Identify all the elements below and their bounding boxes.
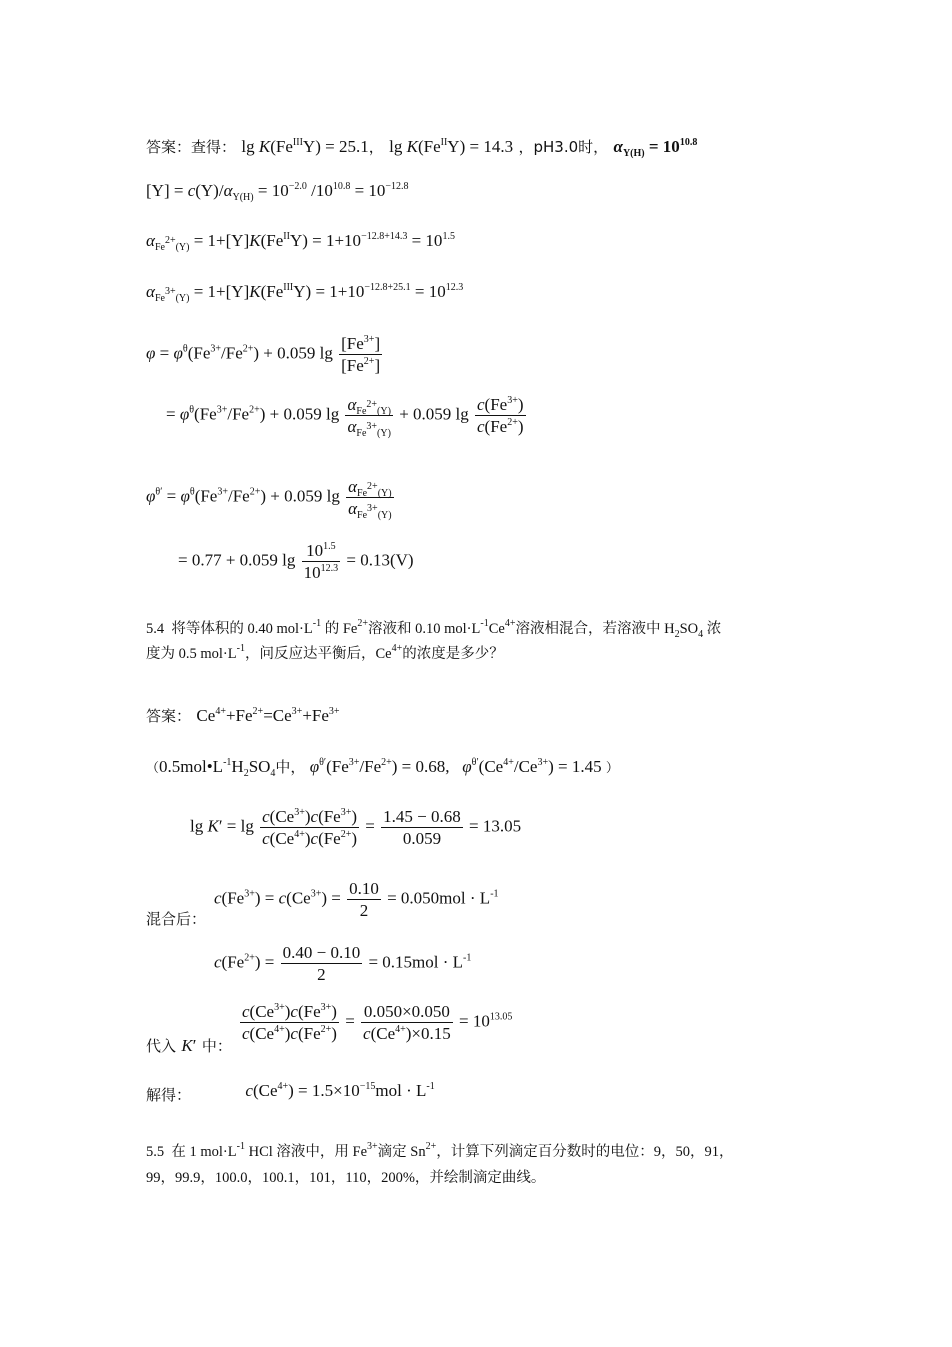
separator: ， xyxy=(368,138,384,156)
solve-eq: $c(Ce^{4+}) = 1.5\times 10^{-15}mol \cdot L^{-1}$ xyxy=(245,1081,435,1100)
phi-eq-1: $\varphi = \varphi^\theta(Fe^{3+}/Fe^{2+}) + 0.059$ lg $\frac{[Fe^{3+}]}{[Fe^{2+}]}$ xyxy=(146,334,381,375)
solve-label: 解得： xyxy=(146,1086,192,1104)
alpha-fe3-eq: $\alpha_{Fe^{3+}(Y)} = 1+[Y]K(Fe^{III}Y) = 1+10^{-12.8+25.1} = 10^{12.3}$ xyxy=(146,282,464,304)
eq-lgk-fe2y: $\lg K(Fe^{II}Y) = 14.3$ xyxy=(389,137,514,156)
mix-eq-2: $c(Fe^{2+})$ = $\frac{0.40 - 0.10}{2}$ = $0.15mol \cdot L^{-1}$ xyxy=(214,943,472,984)
question-5-5-line-2: 99，99.9，100.0，100.1，101，110，200%，并绘制滴定曲线。 xyxy=(146,1170,546,1186)
ph-condition: ，pH3.0时， xyxy=(518,138,609,156)
question-5-5-line-1: 5.5 在 1 $mol\cdot L^{-1}$ HCl 溶液中，用 $Fe^{3+}$滴定 $Sn^{2+}$，计算下列滴定百分数时的电位：9，50，91， xyxy=(146,1141,734,1160)
substitution-eq: $\frac{c(Ce^{3+})c(Fe^{3+})}{c(Ce^{4+})c(Fe^{2+})}$ = $\frac{0.050\times 0.050}{c(Ce^{4+})\times 0.15}$ = $10^{13.05}$ xyxy=(242,1002,513,1043)
answer-label: 答案： xyxy=(146,707,192,725)
answer-label: 答案：查得： xyxy=(146,138,237,156)
question-5-4-line-1: 5.4 将等体积的 0.40 $mol\cdot L^{-1}$ 的 $Fe^{2+}$溶液和 0.10 $mol\cdot L^{-1}Ce^{4+}$溶液相混合，若溶液中 $H_2SO_4$ 浓 xyxy=(146,618,722,640)
phi-eq-4: = 0.77 + 0.059 lg $\frac{10^{1.5}}{10^{12.3}}$ = 0.13(V) xyxy=(178,541,414,582)
eq-lgk-fe3y: $\lg K(Fe^{III}Y) = 25.1$ xyxy=(241,137,369,156)
answer-line-1 xyxy=(146,136,697,158)
substitution-label: 代入 K′ 中： xyxy=(146,1036,232,1055)
lgk-eq: lg K′ = lg $\frac{c(Ce^{3+})c(Fe^{3+})}{c(Ce^{4+})c(Fe^{2+})}$ = $\frac{1.45 - 0.68}{0.059}$ = 13.05 xyxy=(190,807,522,848)
y-concentration-eq: $[Y] = c(Y)/\alpha_{Y(H)} = 10^{-2.0}$ $/10^{10.8} = 10^{-12.8}$ xyxy=(146,181,409,203)
alpha-yh: $\alpha_{Y(H)} = 10^{10.8}$ xyxy=(613,137,698,159)
answer-5-4-reaction xyxy=(146,705,340,727)
condition-line: （$0.5mol•L^{-1}H_2SO_4$中， $\varphi^{\theta'}(Fe^{3+}/Fe^{2+}) = 0.68$, $\varphi^{\theta'}(Ce^{4+}/Ce^{3+}) = 1.45$ ） xyxy=(146,757,619,779)
mix-eq-1: $c(Fe^{3+}) = c(Ce^{3+})$ = $\frac{0.10}{2}$ = $0.050mol \cdot L^{-1}$ xyxy=(214,879,499,920)
reaction-eq: $Ce^{4+}+Fe^{2+}=Ce^{3+}+Fe^{3+}$ xyxy=(196,706,340,725)
alpha-fe2-eq: $\alpha_{Fe^{2+}(Y)} = 1+[Y]K(Fe^{II}Y) = 1+10^{-12.8+14.3} = 10^{1.5}$ xyxy=(146,231,455,253)
solve-line xyxy=(146,1080,435,1102)
question-5-4-line-2: 度为 0.5 $mol\cdot L^{-1}$，问反应达平衡后，$Ce^{4+}$的浓度是多少？ xyxy=(146,643,504,662)
mix-label: 混合后： xyxy=(146,910,207,928)
phi-eq-2: = $\varphi^\theta(Fe^{3+}/Fe^{2+}) + 0.059$ lg $\frac{\alpha_{Fe^{2+}(Y)}}{\alpha_{Fe^{3+}(Y)}}$ + 0.059 lg $\frac{c(Fe^{3+})}{c(Fe^{2+})}$ xyxy=(166,395,524,439)
phi-eq-3: $\varphi^{\theta'} = \varphi^\theta(Fe^{3+}/Fe^{2+}) + 0.059$ lg $\frac{\alpha_{Fe^{2+}(Y)}}{\alpha_{Fe^{3+}(Y)}}$ xyxy=(146,477,392,521)
